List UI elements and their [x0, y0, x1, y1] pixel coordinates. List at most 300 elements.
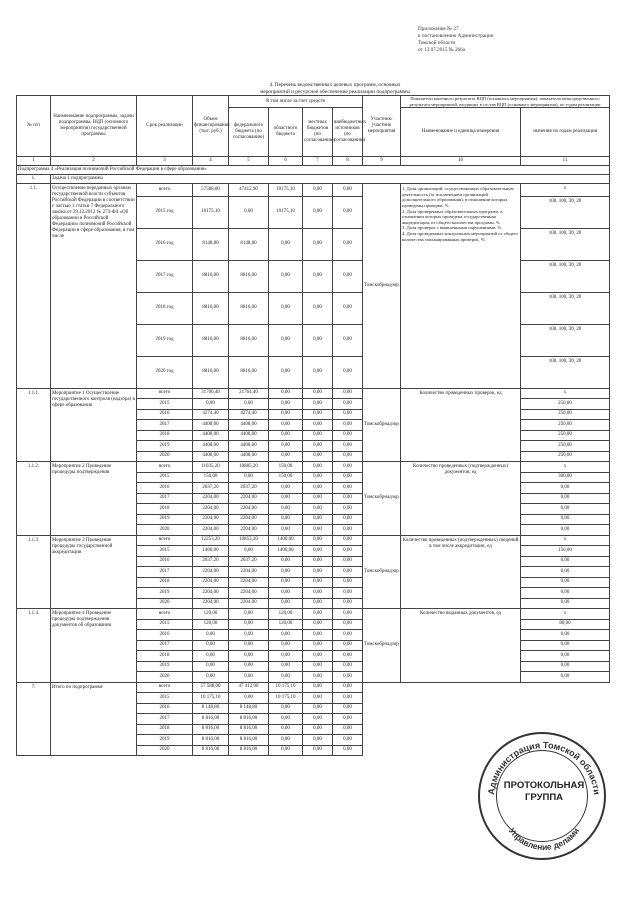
appendix-line-2: к постановлению Администрации — [418, 33, 494, 39]
row-period: 2015 год — [137, 196, 193, 228]
row-mest: 0,00 — [303, 483, 333, 494]
row-indicator-values: 0,00 — [521, 556, 610, 567]
program-table — [16, 95, 610, 756]
row-vneb: 0,00 — [333, 546, 363, 557]
row-indicator: Количество проведенных проверок, ед — [401, 388, 521, 462]
header-name: Наименование подпрограммы, задачи подпрограммы, ВЦП (основного мероприятия) государственной программы — [51, 96, 137, 157]
row-obl: 0,00 — [269, 724, 303, 735]
row-obl: 0,00 — [269, 514, 303, 525]
row-fed: 8 148,80 — [229, 703, 269, 714]
row-mest: 0,00 — [303, 409, 333, 420]
colnum: 1 — [17, 157, 51, 166]
row-mest: 0,00 — [303, 184, 333, 197]
row-period: 2020 — [137, 672, 193, 683]
row-obl: 0,00 — [269, 504, 303, 515]
row-vneb: 0,00 — [333, 430, 363, 441]
row-mest: 0,00 — [303, 588, 333, 599]
table-row — [17, 535, 610, 546]
header-incl: В том числе за счет средств — [229, 96, 363, 108]
row-mest: 0,00 — [303, 430, 333, 441]
colnum: 11 — [521, 157, 610, 166]
row-total: 57588,00 — [193, 184, 229, 197]
row-fed: 0,00 — [229, 693, 269, 704]
row-total: 2037,20 — [193, 556, 229, 567]
row-total: 31706,40 — [193, 388, 229, 399]
row-period: 2018 год — [137, 292, 193, 324]
task-num: 1. — [17, 175, 51, 184]
row-total: 11035,20 — [193, 462, 229, 473]
row-indicator-values: 100, 100, 30, 20 — [521, 292, 610, 324]
row-vneb: 0,00 — [333, 292, 363, 324]
row-fed: 0,00 — [229, 619, 269, 630]
row-mest: 0,00 — [303, 514, 333, 525]
row-fed: 0,00 — [229, 630, 269, 641]
row-total: 0,00 — [193, 640, 229, 651]
row-period: 2017 — [137, 714, 193, 725]
subprogram-title: Подпрограмма 4 «Реализация полномочий Российской Федерации в сфере образования» — [17, 166, 610, 175]
row-fed: 4274,40 — [229, 409, 269, 420]
row-mest: 0,00 — [303, 324, 333, 356]
task-title: Задача 1 подпрограммы — [51, 175, 610, 184]
stamp-ring-top: Администрация Томской области — [486, 739, 602, 796]
row-participant: Томскобрнадзор — [363, 388, 401, 462]
row-total: 0,00 — [193, 630, 229, 641]
colnum: 4 — [193, 157, 229, 166]
row-obl: 0,00 — [269, 324, 303, 356]
row-indicator-values: 100, 100, 30, 20 — [521, 196, 610, 228]
row-indicator-values: 250,00 — [521, 451, 610, 462]
row-fed: 2204,00 — [229, 514, 269, 525]
row-mest: 0,00 — [303, 672, 333, 683]
total-row — [17, 682, 610, 693]
row-period: 2018 — [137, 504, 193, 515]
row-period: всего — [137, 682, 193, 693]
row-period: 2017 — [137, 420, 193, 431]
row-obl: 0,00 — [269, 672, 303, 683]
row-fed: 8816,00 — [229, 260, 269, 292]
row-vneb: 0,00 — [333, 462, 363, 473]
row-indicator-values: 100, 100, 30, 20 — [521, 260, 610, 292]
row-mest: 0,00 — [303, 196, 333, 228]
row-mest: 0,00 — [303, 228, 333, 260]
row-mest: 0,00 — [303, 640, 333, 651]
row-total: 8816,00 — [193, 356, 229, 388]
row-vneb: 0,00 — [333, 228, 363, 260]
row-total: 4274,40 — [193, 409, 229, 420]
row-obl: 0,00 — [269, 630, 303, 641]
row-participant: Томскобрнадзор — [363, 184, 401, 389]
row-mest: 0,00 — [303, 682, 333, 693]
row-mest: 0,00 — [303, 462, 333, 473]
row-num: 1.1.2. — [17, 462, 51, 536]
row-fed: 0,00 — [229, 672, 269, 683]
row-obl: 120,00 — [269, 609, 303, 620]
appendix-note — [418, 26, 628, 54]
row-period: 2019 год — [137, 324, 193, 356]
row-period: 2016 год — [137, 228, 193, 260]
row-mest: 0,00 — [303, 619, 333, 630]
row-num: 1.1.1. — [17, 388, 51, 462]
row-period: 2015 — [137, 693, 193, 704]
row-period: 2020 — [137, 451, 193, 462]
row-vneb: 0,00 — [333, 451, 363, 462]
row-obl: 0,00 — [269, 399, 303, 410]
row-indicator-values: 0,00 — [521, 483, 610, 494]
row-obl: 0,00 — [269, 598, 303, 609]
row-num: 1.1. — [17, 184, 51, 389]
row-indicator-values: 0,00 — [521, 672, 610, 683]
row-vneb: 0,00 — [333, 388, 363, 399]
row-total: 8 148,80 — [193, 703, 229, 714]
row-obl: 0,00 — [269, 651, 303, 662]
row-indicator-values: 100, 100, 30, 20 — [521, 324, 610, 356]
row-indicator-values: 100, 100, 30, 20 — [521, 356, 610, 388]
row-period: 2016 — [137, 630, 193, 641]
row-obl: 0,00 — [269, 388, 303, 399]
row-fed: 4408,00 — [229, 451, 269, 462]
row-vneb: 0,00 — [333, 324, 363, 356]
row-vneb: 0,00 — [333, 588, 363, 599]
row-mest: 0,00 — [303, 441, 333, 452]
row-vneb: 0,00 — [333, 493, 363, 504]
colnum: 3 — [137, 157, 193, 166]
row-obl: 0,00 — [269, 430, 303, 441]
row-indicator-values: 0,00 — [521, 630, 610, 641]
row-fed: 2037,20 — [229, 556, 269, 567]
row-mest: 0,00 — [303, 388, 333, 399]
row-vneb: 0,00 — [333, 556, 363, 567]
appendix-line-3: Томской области — [418, 40, 456, 46]
row-indicator-values: 250,00 — [521, 399, 610, 410]
row-vneb: 0,00 — [333, 735, 363, 746]
row-vneb: 0,00 — [333, 682, 363, 693]
row-name: Итого по подпрограмме — [51, 682, 137, 756]
row-total: 8148,80 — [193, 228, 229, 260]
row-total: 0,00 — [193, 651, 229, 662]
row-total: 0,00 — [193, 399, 229, 410]
row-fed: 10885,20 — [229, 462, 269, 473]
row-mest: 0,00 — [303, 399, 333, 410]
row-fed: 0,00 — [229, 640, 269, 651]
row-fed: 0,00 — [229, 399, 269, 410]
header-obl: областного бюджета — [269, 108, 303, 157]
row-period: 2017 — [137, 493, 193, 504]
row-participant: Томскобрнадзор — [363, 609, 401, 683]
row-fed: 2204,00 — [229, 525, 269, 536]
row-obl: 150,00 — [269, 472, 303, 483]
row-vneb: 0,00 — [333, 672, 363, 683]
row-obl: 0,00 — [269, 703, 303, 714]
row-vneb: 0,00 — [333, 640, 363, 651]
row-indicator-values: 300,00 — [521, 472, 610, 483]
row-period: 2020 год — [137, 356, 193, 388]
row-mest: 0,00 — [303, 703, 333, 714]
table-row — [17, 462, 610, 473]
row-vneb: 0,00 — [333, 630, 363, 641]
row-indicator-values: x — [521, 609, 610, 620]
row-mest: 0,00 — [303, 714, 333, 725]
row-total: 10175,10 — [193, 196, 229, 228]
heading-line-1: 4. Перечень ведомственных целевых программ, основных — [269, 82, 401, 88]
row-period: 2017 год — [137, 260, 193, 292]
row-mest: 0,00 — [303, 535, 333, 546]
row-indicators: 1. Доля организаций, осуществляющих образовательную деятельность (за исключением организаций дополнительного образования), в отношении которых проведены проверки, % 2. Доля проверенных образовательных программ, в отношении которых проведена государственная аккредитация, от общего количества программ, % 3. Доля проверок с выявленными нарушениями, % 4. Доля проведенных контрольных мероприятий от общего количества запланированных проверок, % — [401, 184, 521, 389]
row-vneb: 0,00 — [333, 651, 363, 662]
row-fed: 10853,20 — [229, 535, 269, 546]
row-obl: 0,00 — [269, 228, 303, 260]
row-indicator-values: 0,00 — [521, 640, 610, 651]
official-stamp — [478, 732, 606, 860]
row-vneb: 0,00 — [333, 420, 363, 431]
row-participant: Томскобрнадзор — [363, 462, 401, 536]
row-total: 0,00 — [193, 672, 229, 683]
row-obl: 0,00 — [269, 556, 303, 567]
row-period: 2017 — [137, 640, 193, 651]
row-total: 8 816,00 — [193, 735, 229, 746]
row-mest: 0,00 — [303, 567, 333, 578]
header-num: № п/п — [17, 96, 51, 157]
row-obl: 0,00 — [269, 409, 303, 420]
row-indicator-values: 250,00 — [521, 409, 610, 420]
row-obl: 0,00 — [269, 493, 303, 504]
row-name: Мероприятие 3 Проведение процедуры государственной аккредитации — [51, 535, 137, 609]
row-indicator-values: 80,00 — [521, 619, 610, 630]
row-mest: 0,00 — [303, 292, 333, 324]
row-period: 2015 — [137, 472, 193, 483]
row-obl: 0,00 — [269, 640, 303, 651]
row-mest: 0,00 — [303, 556, 333, 567]
row-vneb: 0,00 — [333, 472, 363, 483]
row-fed: 8 816,00 — [229, 724, 269, 735]
row-fed: 4408,00 — [229, 430, 269, 441]
row-obl: 0,00 — [269, 356, 303, 388]
row-period: 2020 — [137, 598, 193, 609]
row-obl: 0,00 — [269, 441, 303, 452]
row-indicator-values: x — [521, 184, 610, 197]
header-vneb: внебюджетных источников (по согласованию) — [333, 108, 363, 157]
row-vneb: 0,00 — [333, 598, 363, 609]
row-period: 2018 — [137, 724, 193, 735]
row-period: всего — [137, 535, 193, 546]
row-period: 2019 — [137, 514, 193, 525]
row-period: 2018 — [137, 651, 193, 662]
row-total: 8 816,00 — [193, 724, 229, 735]
row-vneb: 0,00 — [333, 504, 363, 515]
table-row — [17, 609, 610, 620]
header-fed: федерального бюджета (по согласованию) — [229, 108, 269, 157]
row-indicator-values: x — [521, 388, 610, 399]
row-fed: 8148,80 — [229, 228, 269, 260]
stamp-center-text — [480, 780, 608, 804]
row-vneb: 0,00 — [333, 535, 363, 546]
row-mest: 0,00 — [303, 504, 333, 515]
row-period: 2020 — [137, 525, 193, 536]
row-indicator-values: 0,00 — [521, 577, 610, 588]
row-fed: 8816,00 — [229, 292, 269, 324]
row-vneb: 0,00 — [333, 441, 363, 452]
row-total: 57 588,00 — [193, 682, 229, 693]
row-vneb: 0,00 — [333, 514, 363, 525]
row-name: Осуществление переданных органам государственной власти субъектов Российской Федерации в соответствии с частью 1 статьи 7 Федерального закона от 29.12.2012 № 273-ФЗ «Об образовании в Российской Федерации» полномочий Российской Федерации в сфере образования, в том числе — [51, 184, 137, 389]
row-period: всего — [137, 609, 193, 620]
row-mest: 0,00 — [303, 630, 333, 641]
row-period: 2015 — [137, 619, 193, 630]
row-period: 2016 — [137, 409, 193, 420]
row-obl: 0,00 — [269, 525, 303, 536]
row-vneb: 0,00 — [333, 260, 363, 292]
row-fed: 0,00 — [229, 651, 269, 662]
row-total: 0,00 — [193, 661, 229, 672]
row-mest: 0,00 — [303, 693, 333, 704]
table-row — [17, 184, 610, 197]
row-vneb: 0,00 — [333, 356, 363, 388]
row-indicator: Количество выданных документов, ед — [401, 609, 521, 683]
row-indicator-values: x — [521, 462, 610, 473]
row-obl: 10175,10 — [269, 196, 303, 228]
row-mest: 0,00 — [303, 577, 333, 588]
row-obl: 0,00 — [269, 483, 303, 494]
row-period: 2018 — [137, 430, 193, 441]
row-fed: 8816,00 — [229, 324, 269, 356]
row-vneb: 0,00 — [333, 609, 363, 620]
appendix-line-4: от 13.07.2015 № 266а — [418, 47, 466, 53]
row-total: 2204,00 — [193, 598, 229, 609]
row-period: 2018 — [137, 577, 193, 588]
row-total: 4408,00 — [193, 441, 229, 452]
row-vneb: 0,00 — [333, 399, 363, 410]
row-period: 2016 — [137, 483, 193, 494]
row-mest: 0,00 — [303, 451, 333, 462]
row-mest: 0,00 — [303, 745, 333, 756]
row-mest: 0,00 — [303, 661, 333, 672]
row-indicator-values: 250,00 — [521, 430, 610, 441]
colnum: 5 — [229, 157, 269, 166]
row-fed: 2204,00 — [229, 577, 269, 588]
row-obl: 0,00 — [269, 745, 303, 756]
row-indicator-values: 0,00 — [521, 588, 610, 599]
row-vneb: 0,00 — [333, 184, 363, 197]
colnum: 9 — [363, 157, 401, 166]
row-period: 2020 — [137, 745, 193, 756]
colnum: 6 — [269, 157, 303, 166]
row-indicator: Количество проведенных (подтвержденных) документов, ед — [401, 462, 521, 536]
row-indicator-values: 0,00 — [521, 514, 610, 525]
row-mest: 0,00 — [303, 651, 333, 662]
row-fed: 47412,90 — [229, 184, 269, 197]
row-vneb: 0,00 — [333, 703, 363, 714]
row-obl: 0,00 — [269, 661, 303, 672]
row-indicator-values: 0,00 — [521, 651, 610, 662]
row-indicator-values: 0,00 — [521, 525, 610, 536]
row-mest: 0,00 — [303, 598, 333, 609]
row-fed: 2204,00 — [229, 588, 269, 599]
row-mest: 0,00 — [303, 420, 333, 431]
row-obl: 0,00 — [269, 714, 303, 725]
row-total: 8 816,00 — [193, 714, 229, 725]
row-mest: 0,00 — [303, 493, 333, 504]
row-period: 2019 — [137, 735, 193, 746]
row-total: 120,00 — [193, 619, 229, 630]
row-total: 2204,00 — [193, 525, 229, 536]
row-obl: 10 175,10 — [269, 693, 303, 704]
row-total: 2204,00 — [193, 504, 229, 515]
header-total: Объем финансирования (тыс. руб.) — [193, 96, 229, 157]
row-fed: 8 816,00 — [229, 735, 269, 746]
row-indicator-values: 0,00 — [521, 661, 610, 672]
row-mest: 0,00 — [303, 260, 333, 292]
task-row — [17, 175, 610, 184]
row-obl: 0,00 — [269, 567, 303, 578]
stamp-center-line-2: ГРУППА — [524, 792, 564, 803]
colnum: 2 — [51, 157, 137, 166]
header-participant: Участник/участник мероприятия — [363, 96, 401, 157]
row-fed: 4408,00 — [229, 441, 269, 452]
row-total: 8816,00 — [193, 260, 229, 292]
row-total: 2204,00 — [193, 493, 229, 504]
row-fed: 0,00 — [229, 472, 269, 483]
row-mest: 0,00 — [303, 356, 333, 388]
row-period: 2019 — [137, 661, 193, 672]
row-fed: 0,00 — [229, 609, 269, 620]
heading-line-2: мероприятий и ресурсное обеспечение реализации подпрограммы — [260, 89, 410, 95]
row-vneb: 0,00 — [333, 714, 363, 725]
row-total: 4408,00 — [193, 430, 229, 441]
row-vneb: 0,00 — [333, 693, 363, 704]
row-indicator: Количество проведенных (подтвержденных) сведений в том числе аккредитации, ед — [401, 535, 521, 609]
row-period: 2016 — [137, 703, 193, 714]
row-obl: 0,00 — [269, 260, 303, 292]
row-total: 8816,00 — [193, 324, 229, 356]
row-obl: 150,00 — [269, 462, 303, 473]
row-period: 2015 — [137, 399, 193, 410]
row-total: 150,00 — [193, 472, 229, 483]
row-fed: 8 816,00 — [229, 714, 269, 725]
row-indicator-values: x — [521, 535, 610, 546]
row-period: 2016 — [137, 556, 193, 567]
row-period: 2019 — [137, 441, 193, 452]
header-ind-vals: значения по годам реализации — [521, 108, 610, 157]
row-period: 2017 — [137, 567, 193, 578]
row-mest: 0,00 — [303, 724, 333, 735]
colnum: 8 — [333, 157, 363, 166]
row-num: 7. — [17, 682, 51, 756]
row-fed: 8 816,00 — [229, 745, 269, 756]
row-total: 2204,00 — [193, 588, 229, 599]
row-obl: 0,00 — [269, 588, 303, 599]
appendix-line-1: Приложение № 27 — [418, 26, 459, 32]
row-vneb: 0,00 — [333, 483, 363, 494]
row-vneb: 0,00 — [333, 409, 363, 420]
row-indicator-values: 0,00 — [521, 567, 610, 578]
row-vneb: 0,00 — [333, 525, 363, 536]
header-period: Срок реализации — [137, 96, 193, 157]
row-participant-empty — [363, 682, 401, 756]
row-total: 2204,00 — [193, 577, 229, 588]
row-fed: 2204,00 — [229, 504, 269, 515]
row-total: 2037,20 — [193, 483, 229, 494]
column-number-row — [17, 157, 610, 166]
row-obl: 0,00 — [269, 735, 303, 746]
row-period: всего — [137, 184, 193, 197]
row-obl: 10175,10 — [269, 184, 303, 197]
row-mest: 0,00 — [303, 609, 333, 620]
row-fed: 0,00 — [229, 661, 269, 672]
row-period: 2019 — [137, 588, 193, 599]
row-indicator-values: 0,00 — [521, 493, 610, 504]
row-vneb: 0,00 — [333, 724, 363, 735]
row-indicator-values: 0,00 — [521, 598, 610, 609]
row-obl: 0,00 — [269, 420, 303, 431]
